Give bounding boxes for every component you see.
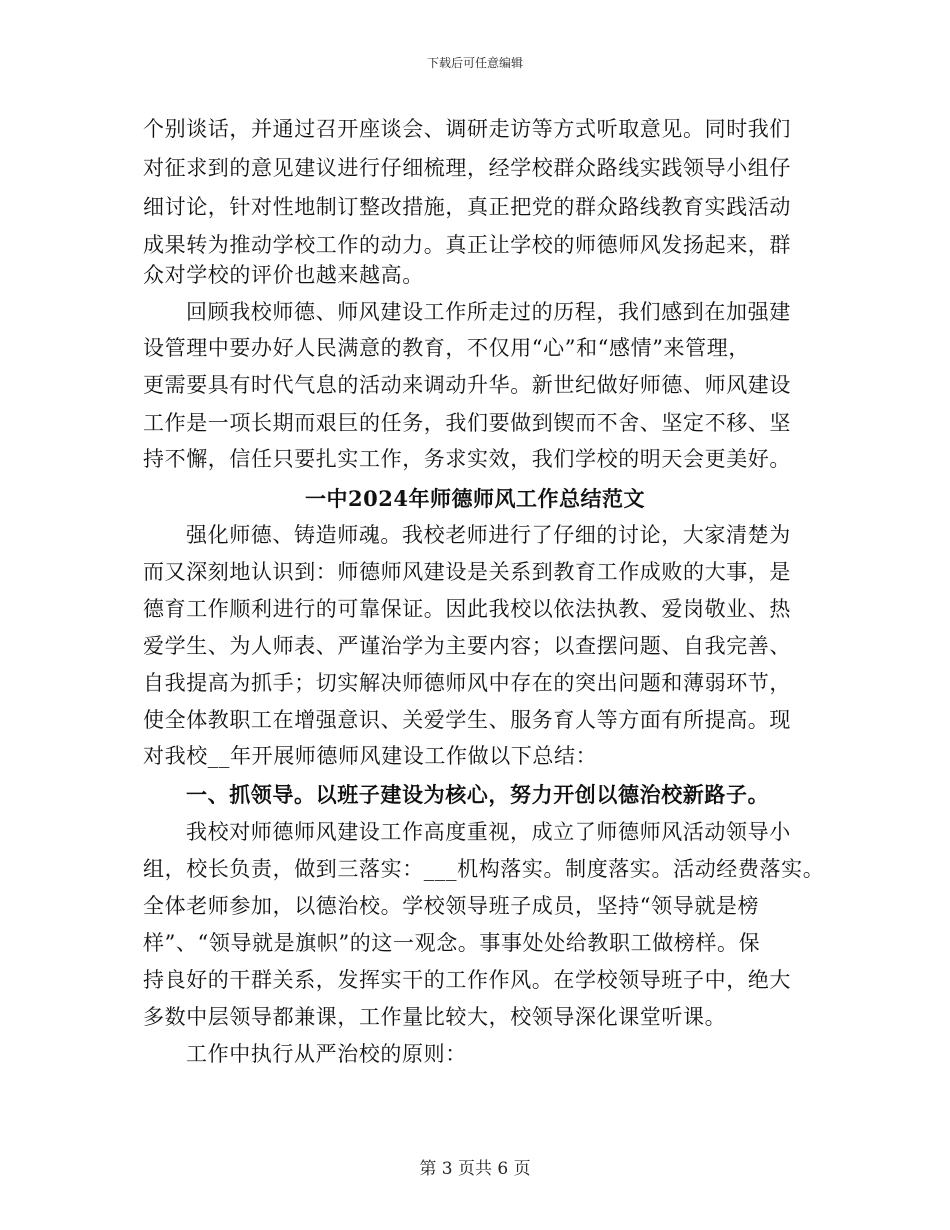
section-heading: 一、抓领导。以班子建设为核心，努力开创以德治校新路子。 bbox=[186, 782, 770, 807]
text-line: 德育工作顺利进行的可靠保证。因此我校以依法执教、爱岗敬业、热 bbox=[143, 597, 791, 621]
text-line: 而又深刻地认识到：师德师风建设是关系到教育工作成败的大事，是 bbox=[143, 560, 791, 584]
page-header: 下载后可任意编辑 bbox=[426, 56, 523, 70]
text-line: 个别谈话，并通过召开座谈会、调研走访等方式听取意见。同时我们 bbox=[143, 117, 791, 141]
text-line: 自我提高为抓手；切实解决师德师风中存在的突出问题和薄弱环节， bbox=[143, 671, 791, 695]
text-line: 样”、“领导就是旗帜”的这一观念。事事处处给教职工做榜样。保 bbox=[143, 931, 761, 955]
text-line: 对征求到的意见建议进行仔细梳理，经学校群众路线实践领导小组仔 bbox=[143, 156, 791, 180]
text-line: 工作是一项长期而艰巨的任务，我们要做到锲而不舍、坚定不移、坚 bbox=[143, 411, 791, 435]
page-footer: 第 3 页共 6 页 bbox=[419, 1159, 531, 1179]
text-line: 多数中层领导都兼课，工作量比较大，校领导深化课堂听课。 bbox=[143, 1005, 727, 1029]
text-line: 组，校长负责，做到三落实：___机构落实。制度落实。活动经费落实。 bbox=[143, 857, 825, 881]
text-line: 成果转为推动学校工作的动力。真正让学校的师德师风发扬起来，群 bbox=[143, 233, 791, 257]
text-line: 持良好的干群关系，发挥实干的工作作风。在学校领导班子中，绝大 bbox=[143, 968, 791, 992]
text-line: 回顾我校师德、师风建设工作所走过的历程，我们感到在加强建 bbox=[186, 300, 791, 324]
text-line: 全体老师参加，以德治校。学校领导班子成员，坚持“领导就是榜 bbox=[143, 894, 760, 918]
text-line: 对我校__年开展师德师风建设工作做以下总结： bbox=[143, 744, 598, 768]
text-line: 使全体教职工在增强意识、关爱学生、服务育人等方面有所提高。现 bbox=[143, 708, 791, 732]
text-line: 强化师德、铸造师魂。我校老师进行了仔细的讨论，大家清楚为 bbox=[186, 523, 791, 547]
text-line: 我校对师德师风建设工作高度重视，成立了师德师风活动领导小 bbox=[186, 820, 791, 844]
section-title: 一中2024年师德师风工作总结范文 bbox=[305, 486, 645, 511]
text-line: 持不懈，信任只要扎实工作，务求实效，我们学校的明天会更美好。 bbox=[143, 447, 791, 471]
text-line: 设管理中要办好人民满意的教育，不仅用“心”和“感情”来管理， bbox=[143, 336, 750, 360]
text-line: 工作中执行从严治校的原则： bbox=[186, 1042, 467, 1066]
text-line: 众对学校的评价也越来越高。 bbox=[143, 263, 424, 287]
text-line: 爱学生、为人师表、严谨治学为主要内容；以查摆问题、自我完善、 bbox=[143, 634, 791, 658]
text-line: 细讨论，针对性地制订整改措施，真正把党的群众路线教育实践活动 bbox=[143, 195, 791, 219]
text-line: 更需要具有时代气息的活动来调动升华。新世纪做好师德、师风建设 bbox=[143, 373, 791, 397]
